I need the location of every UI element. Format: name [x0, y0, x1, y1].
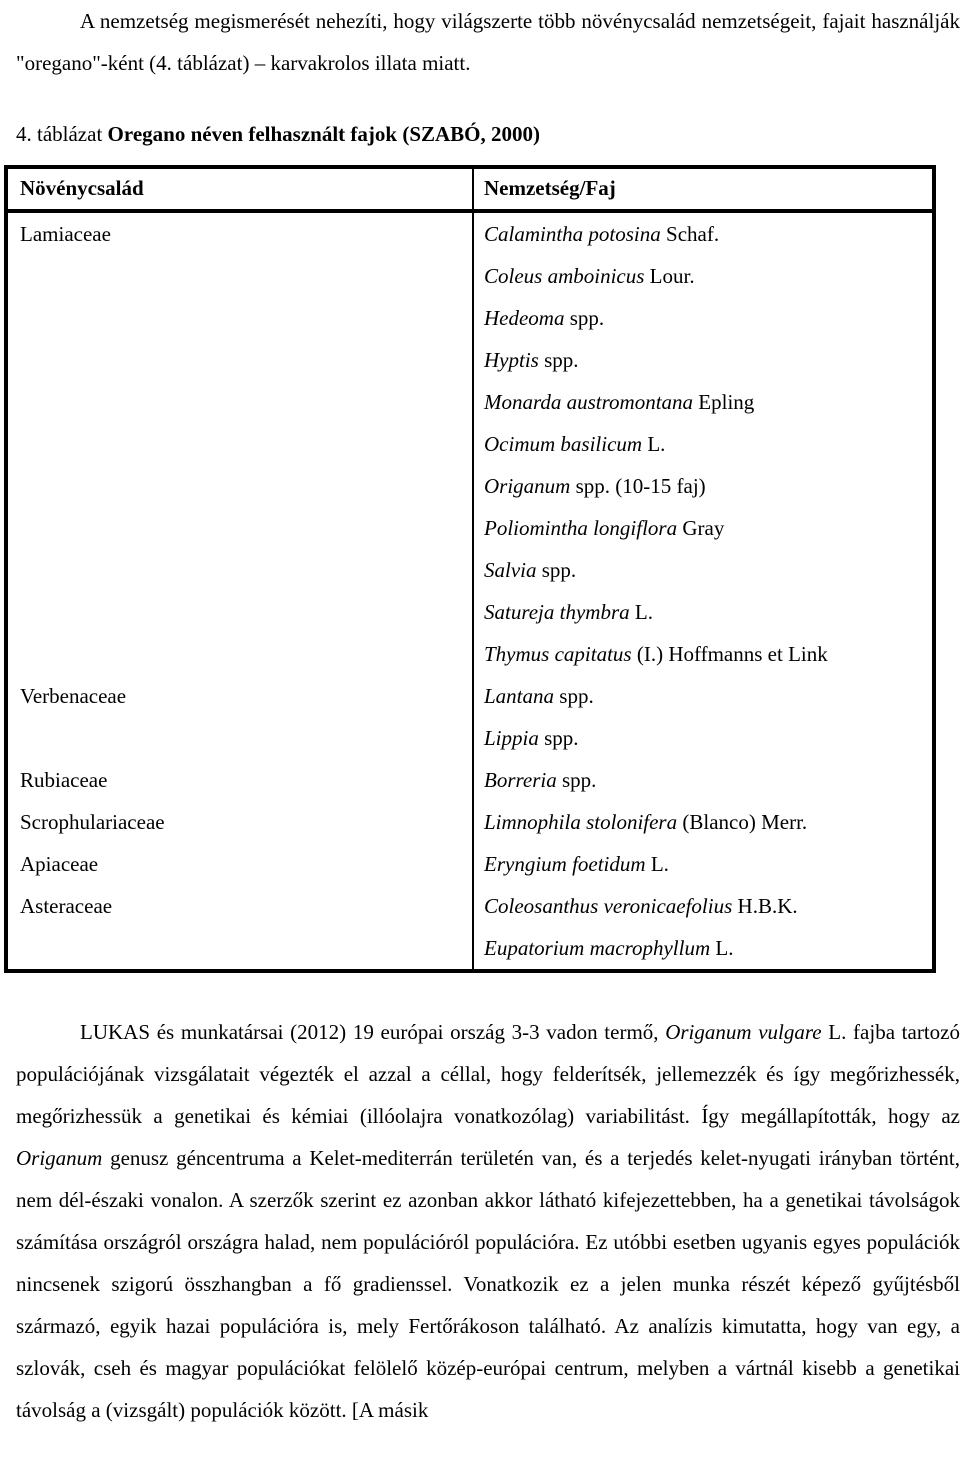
species-cell — [484, 297, 932, 339]
species-name: Origanum — [484, 474, 571, 498]
species-name: Poliomintha longiflora — [484, 516, 678, 540]
origanum-genus: Origanum — [16, 1146, 103, 1170]
family-spacer — [20, 255, 472, 675]
family-cell: Lamiaceae — [20, 222, 111, 246]
species-name: Thymus capitatus — [484, 642, 632, 666]
species-cell — [484, 549, 932, 591]
species-name: Hedeoma — [484, 306, 565, 330]
species-author: spp. — [538, 726, 579, 750]
lukas-rest: UKAS — [92, 1020, 151, 1044]
species-name: Monarda austromontana — [484, 390, 694, 414]
family-column — [6, 211, 473, 971]
species-author: spp. — [538, 348, 579, 372]
species-name: Hyptis — [484, 348, 539, 372]
species-cell — [484, 339, 932, 381]
species-cell — [484, 591, 932, 633]
species-author: Epling — [693, 390, 755, 414]
species-name: Calamintha potosina — [484, 222, 661, 246]
table-body-row — [6, 211, 934, 971]
species-cell — [484, 423, 932, 465]
caption-author-rest: ZABÓ — [421, 122, 481, 146]
family-spacer — [20, 927, 472, 969]
family-cell: Apiaceae — [20, 852, 99, 876]
species-author: L. — [642, 432, 666, 456]
species-author: spp. — [564, 306, 605, 330]
family-spacer — [20, 717, 472, 759]
species-author: Lour. — [644, 264, 695, 288]
caption-prefix: 4. táblázat — [16, 122, 108, 146]
species-name: Lantana — [484, 684, 555, 708]
species-name: Borreria — [484, 768, 557, 792]
intro-paragraph — [16, 0, 960, 84]
species-cell — [484, 213, 932, 255]
family-cell: Asteraceae — [20, 894, 113, 918]
species-cell — [484, 843, 932, 885]
body-text-2: L. fajba tartozó populációjának vizsgálatait végezték el azzal a céllal, hogy felderítsék, jellemezzék és így megőrizhessék, megőrizhessük a genetikai és kémiai (illóolajra vonatkozólag) variabilitást. Így megállapították, hogy az — [16, 1020, 960, 1128]
species-name: Eryngium foetidum — [484, 852, 646, 876]
species-cell — [484, 885, 932, 927]
species-cell — [484, 675, 932, 717]
species-cell — [484, 927, 932, 969]
origanum-vulgare: Origanum vulgare — [665, 1020, 822, 1044]
body-text — [16, 1011, 960, 1431]
family-cell: Scrophulariaceae — [20, 810, 165, 834]
species-name: Lippia — [484, 726, 539, 750]
species-name: Coleus amboinicus — [484, 264, 645, 288]
species-author: L. — [629, 600, 653, 624]
species-author: H.B.K. — [732, 894, 798, 918]
species-author: (Blanco) Merr. — [677, 810, 808, 834]
species-author: Gray — [677, 516, 725, 540]
caption-title — [108, 122, 540, 146]
caption-author-initial: S — [409, 122, 421, 146]
species-cell — [484, 633, 932, 675]
species-name: Salvia — [484, 558, 537, 582]
species-cell — [484, 507, 932, 549]
species-cell — [484, 717, 932, 759]
species-column — [473, 211, 934, 971]
header-genus-species: Nemzetség/Faj — [473, 167, 934, 211]
species-author: spp. (10-15 faj) — [570, 474, 706, 498]
species-cell — [484, 255, 932, 297]
caption-suffix: , 2000) — [480, 122, 541, 146]
species-cell — [484, 759, 932, 801]
species-author: Schaf. — [660, 222, 720, 246]
species-name: Limnophila stolonifera — [484, 810, 678, 834]
header-family: Növénycsalád — [6, 167, 473, 211]
species-author: L. — [710, 936, 734, 960]
species-author: L. — [645, 852, 669, 876]
species-cell — [484, 381, 932, 423]
species-name: Eupatorium macrophyllum — [484, 936, 711, 960]
body-paragraph — [16, 1011, 960, 1431]
lukas-initial: L — [80, 1020, 93, 1044]
species-table — [4, 165, 936, 973]
species-name: Satureja thymbra — [484, 600, 630, 624]
species-author: spp. — [536, 558, 577, 582]
intro-text: A nemzetség megismerését nehezíti, hogy világszerte több növénycsalád nemzetségeit, fajait használják "oregano"-ként (4. táblázat) – karvakrolos illata miatt. — [16, 9, 960, 75]
species-cell — [484, 465, 932, 507]
species-author: spp. — [556, 768, 597, 792]
species-name: Coleosanthus veronicaefolius — [484, 894, 733, 918]
species-name: Ocimum basilicum — [484, 432, 643, 456]
species-author: spp. — [554, 684, 594, 708]
species-cell — [484, 801, 932, 843]
caption-title-text: Oregano néven felhasznált fajok ( — [107, 122, 410, 146]
body-text-1: és munkatársai (2012) 19 európai ország 3-3 vadon termő, — [150, 1020, 666, 1044]
family-cell: Verbenaceae — [20, 684, 127, 708]
table-caption — [16, 113, 540, 155]
species-author: (I.) Hoffmanns et Link — [631, 642, 828, 666]
family-cell: Rubiaceae — [20, 768, 108, 792]
body-text-3: genusz géncentruma a Kelet-mediterrán területén van, és a terjedés kelet-nyugati irányban történt, nem dél-északi vonalon. A szerzők szerint ez azonban akkor látható kifejezettebben, ha a genetikai távolságok számítása országról országra halad, nem populációról populációra. Ez utóbbi esetben ugyanis egyes populációk nincsenek szigorú összhangban a fő gradienssel. Vonatkozik ez a jelen munka részét képező gyűjtésből származó, egyik hazai populációra is, mely Fertőrákoson található. Az analízis kimutatta, hogy van egy, a szlovák, cseh és magyar populációkat felölelő közép-európai centrum, melyben a vártnál kisebb a genetikai távolság a (vizsgált) populációk között. [A másik — [16, 1146, 960, 1422]
table-header-row — [6, 167, 934, 211]
